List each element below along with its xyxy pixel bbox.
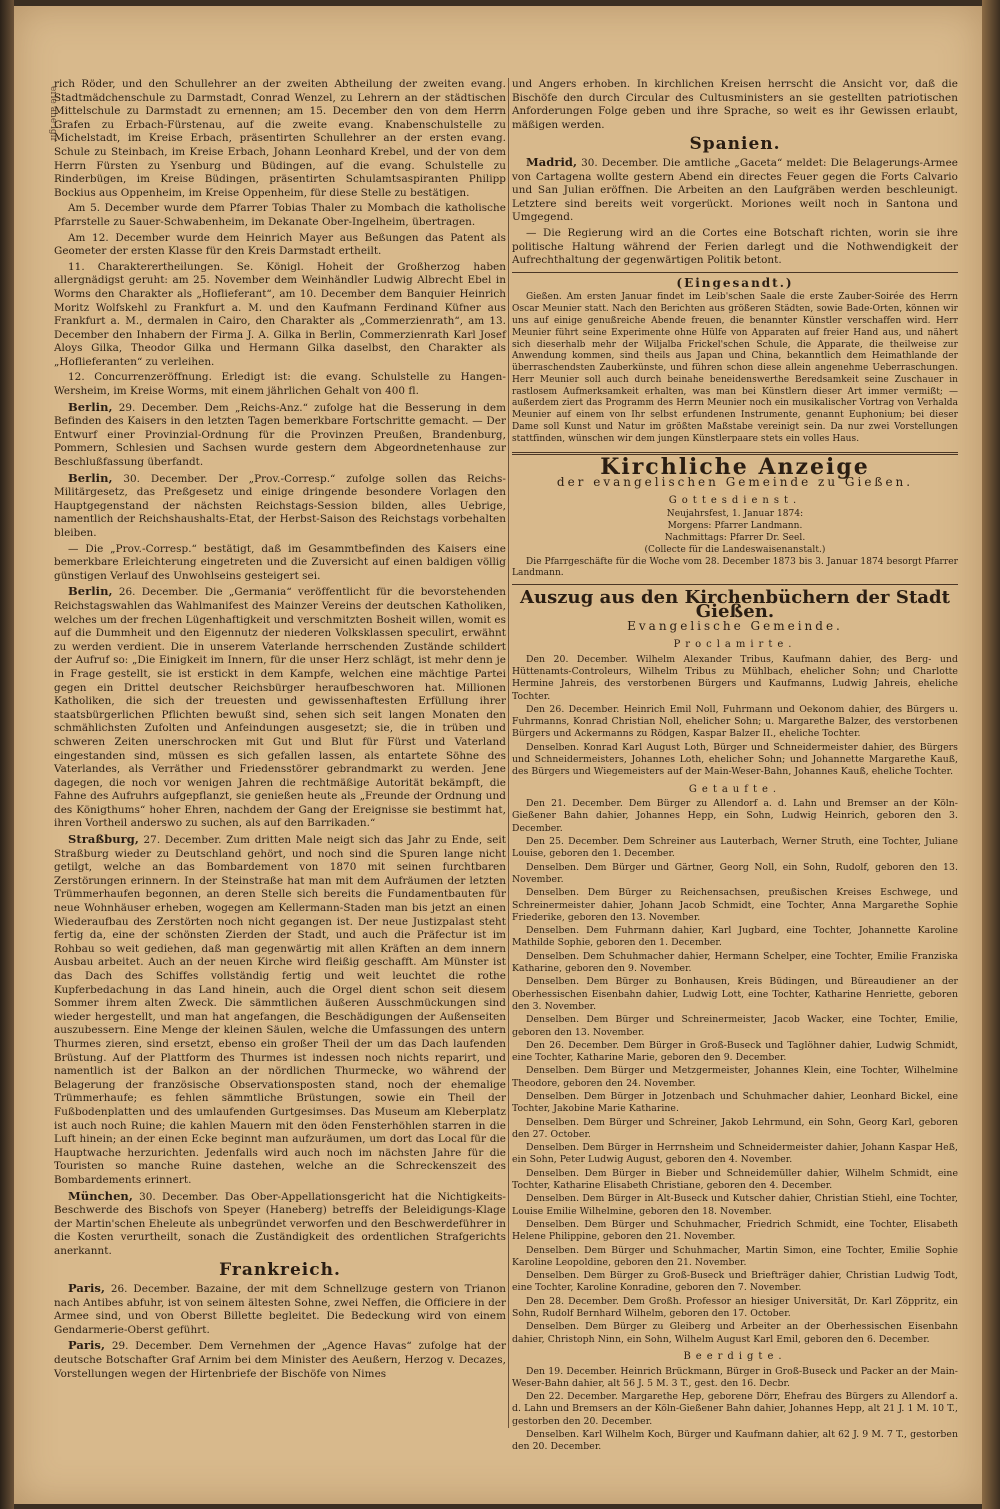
eingesandt-title: (Eingesandt.) [676, 275, 794, 290]
section-title-frankreich: Frankreich. [219, 1260, 341, 1281]
morning-service: Morgens: Pfarrer Landmann. [667, 521, 803, 532]
register-entry: Den 26. December. Dem Bürger in Groß-Buseck und Taglöhner dahier, Ludwig Schmidt, eine Tochter, Katharine Marie, geboren den 9. December. [512, 1039, 958, 1064]
divider [512, 584, 958, 585]
register-entry: Denselben. Dem Bürger und Gärtner, Georg Noll, ein Sohn, Rudolf, geboren den 13. November. [512, 861, 958, 885]
dateline: Berlin, [68, 470, 113, 485]
register-entry: Denselben. Dem Bürger und Schuhmacher, Friedrich Schmidt, eine Tochter, Elisabeth Helene Philippine, geboren den 21. November. [512, 1218, 958, 1243]
news-text: 26. December. Die „Germania“ veröffentlicht für die bevorstehenden Reichstagswahlen das Wahlmanifest des Mainzer Vereins der deutschen Katholiken, welches um der frechen Lügenhaftigkeit und verschmitzten Bosheit willen, womit es auf die Dummheit und den Eigennutz der niederen Volksklassen speculirt, erwähnt zu werden verdient. Die in unserem Vaterlande herrschenden Zustände schildert der Aufruf so: „Die Einigkeit im Innern, für die unser Herz schlägt, ist mehr denn je in Frage gestellt, sie ist erstickt in dem Kampfe, welchen eine mächtige Partei gegen ein Drittel deutscher Reichsbürger heraufbeschworen hat. Millionen Katholiken, die sich der treuesten und gewissenhaftesten Erfüllung ihrer staatsbürgerlichen Pflichten bewußt sind, sehen sich seit langen Monaten den schmählichsten Zufolten und Anfeindungen ausgesetzt; sie, die in trüben und schweren Zeiten unerschrocken mit Gut und Blut für Fürst und Vaterland eingestanden sind, müssen es sich gefallen lassen, als entartete Söhne des Vaterlandes, als Verräther und Friedensstörer gebrandmarkt zu werden. Jene dagegen, die noch vor wenigen Jahren die rechtmäßige Autorität bekämpft, die Fahne des Aufruhrs aufgepflanzt, sie genießen heute als „Freunde der Ordnung und des Königthums“ hoher Ehren, nachdem der Gang der Ereignisse sie bestimmt hat, ihren Vortheil anderswo zu suchen, als auf den Barrikaden.“ [54, 586, 506, 830]
paragraph: — Die „Prov.-Corresp.“ bestätigt, daß im Gesammtbefinden des Kaisers eine bemerkbare Erleichterung eingetreten und die Zuversicht auf einen baldigen völlig günstigen Verlauf des Unwohlseins gesteigert sei. [54, 542, 506, 582]
register-entry: Den 22. December. Margarethe Hep, geborene Dörr, Ehefrau des Bürgers zu Allendorf a. d. Lahn und Bremsers an der Köln-Gießener Bahn dahier, Johannes Hepp, alt 21 J. 1 M. 10 T., gestorben den 20. December. [512, 1391, 958, 1427]
dateline: Straßburg, [68, 832, 139, 847]
paragraph: Am 12. December wurde dem Heinrich Mayer aus Beßungen das Patent als Geometer der ersten Klasse für den Kreis Darmstadt ertheilt. [54, 231, 506, 258]
news-text: 27. December. Zum dritten Male neigt sich das Jahr zu Ende, seit Straßburg wieder zu Deutschland gehört, und noch sind die Spuren lange nicht getilgt, welche an das Bombardement von 1870 mit seinen furchtbaren Zerstörungen erinnern. In der Steinstraße hat man mit dem Aufräumen der letzten Trümmerhaufen begonnen, an deren Stelle sich bereits die Fundamentbauten für neue Wohnhäuser erheben, wogegen am Kellermann-Staden man bis jetzt an einen Wiederaufbau des Zerstörten noch nicht gegangen ist. Der neue Justizpalast steht fertig da, eine der schönsten Zierden der Stadt, und auch die Präfectur ist im Rohbau so weit gediehen, daß man gegenwärtig mit allen Kräften an dem innern Ausbau arbeitet. Auch an der neuen Kirche wird fleißig geschafft. Am Münster ist das Dach des Schiffes vollständig fertig und weit leuchtet die rothe Kupferbedachung in das Land hinein, auch die Orgel dient schon seit diesem Sommer ihrem alten Zweck. Die sämmtlichen äußeren Ausschmückungen sind wieder hergestellt, und man hat angefangen, die Beschädigungen der Außenseiten auszubessern. Eine Menge der kleinen Säulen, welche die Umfassungen des untern Thurmes zieren, sind ersetzt, ebenso ein großer Theil der um das Dach laufenden Brüstung. Auf der Plattform des Thurmes ist indessen noch nichts reparirt, und namentlich ist der Balkon an der nördlichen Thurmecke, wo während der Belagerung der französische Observationsposten stand, noch der ehemalige Trümmerhaufe; es fehlen sämmtliche Brüstungen, sowie ein Theil der Fußbodenplatten und des umlaufenden Gurtgesimses. Das Museum am Kleberplatz ist auch noch Ruine; die kahlen Mauern mit den öden Fensterhöhlen starren in die Luft hinein; an der einen Ecke beginnt man aufzuräumen, um dort das Local für die Hauptwache herzurichten. Jedenfalls wird auch noch im nächsten Jahre für die Touristen so manche Ruine dastehen, welche an die Schreckenszeit des Bombardements erinnert. [54, 834, 506, 1186]
register-entry: Denselben. Karl Wilhelm Koch, Bürger und Kaufmann dahier, alt 62 J. 9 M. 7 T., gestorben den 20. December. [512, 1429, 958, 1453]
register-entry: Denselben. Dem Bürger zu Reichensachsen, preußischen Kreises Eschwege, und Schreinermeister dahier, Johann Jacob Schmidt, eine Tochter, Anna Margarethe Sophie Friederike, geboren den 13. November. [512, 887, 958, 923]
margin-fragments: erle ahe lgir [48, 86, 58, 142]
beerdigte-heading: Beerdigte. [683, 1350, 787, 1362]
register-entry: Denselben. Dem Bürger in Herrnsheim und Schneidermeister dahier, Johann Kaspar Heß, ein Sohn, Peter Ludwig August, geboren den 4. November. [512, 1142, 958, 1166]
afternoon-service: Nachmittags: Pfarrer Dr. Seel. [664, 533, 806, 544]
neujahr-line: Neujahrsfest, 1. Januar 1874: [666, 509, 804, 520]
getaufte-heading: Getaufte. [688, 783, 782, 795]
proclamirte-heading: Proclamirte. [673, 639, 797, 651]
paragraph: rich Röder, und den Schullehrer an der zweiten Abtheilung der zweiten evang. Stadtmädchenschule zu Darmstadt, Conrad Wenzel, zu Lehrern an der städtischen Mittelschule zu Darmstadt zu ernennen; am 15. December den von dem Herrn Grafen zu Erbach-Fürstenau, auf die zweite evang. Knabenschulstelle zu Michelstadt, im Kreise Erbach, präsentirten Schullehrer an der ersten evang. Schule zu Steinbach, im Kreise Erbach, Johann Leonhard Krebel, und der von dem Herrn Fürsten zu Ysenburg und Büdingen, auf die evang. Schulstelle zu Rinderbügen, im Kreise Büdingen, präsentirten Schulamtsaspiranten Philipp Bockius aus Oppenheim, im Kreise Oppenheim, für diese Stelle zu bestätigen. [54, 78, 506, 199]
register-entry: Denselben. Dem Bürger und Metzgermeister, Johannes Klein, eine Tochter, Wilhelmine Theodore, geboren den 24. November. [512, 1065, 958, 1089]
pfarrgeschaefte-note: Die Pfarrgeschäfte für die Woche vom 28. December 1873 bis 3. Januar 1874 besorgt Pfarrer Landmann. [512, 556, 958, 579]
news-item-madrid [512, 156, 958, 225]
register-entry: Den 28. December. Dem Großh. Professor an hiesiger Universität, Dr. Karl Zöppritz, ein Sohn, Rudolf Bernhard Wilhelm, geboren den 17. October. [512, 1295, 958, 1320]
register-entry: Denselben. Dem Bürger in Bieber und Schneidemüller dahier, Wilhelm Schmidt, eine Tochter, Katharine Elisabeth Christiane, geboren den 4. December. [512, 1167, 958, 1192]
news-text: 30. December. Der „Prov.-Corresp.“ zufolge sollen das Reichs-Militärgesetz, das Preßgesetz und einige dringende besondere Vorlagen den Hauptgegenstand der nächsten Reichstags-Session bilden, alles Uebrige, namentlich der Reichshaushalts-Etat, der Herbst-Saison des Reichstags vorbehalten bleiben. [54, 472, 506, 539]
beerdigte-list [512, 1366, 958, 1454]
register-entry: Denselben. Dem Bürger und Schuhmacher, Martin Simon, eine Tochter, Emilie Sophie Karoline Leopoldine, geboren den 21. November. [512, 1244, 958, 1268]
register-entry: Denselben. Dem Bürger zu Gleiberg und Arbeiter an der Oberhessischen Eisenbahn dahier, Christoph Ninn, ein Sohn, Wilhelm August Karl Emil, geboren den 6. December. [512, 1321, 958, 1345]
register-entry: Denselben. Dem Bürger in Jotzenbach und Schuhmacher dahier, Leonhard Bickel, eine Tochter, Jakobine Marie Katharine. [512, 1091, 958, 1115]
proclamirte-list [512, 654, 958, 779]
register-entry: Den 20. December. Wilhelm Alexander Tribus, Kaufmann dahier, des Berg- und Hüttenamts-Controleurs, Wilhelm Tribus zu Mühlbach, ehelicher Sohn; und Charlotte Hermine Jahreis, des verstorbenen Bürgers und Kaufmanns, Ludwig Jahreis, eheliche Tochter. [512, 653, 958, 702]
divider [512, 272, 958, 273]
news-text: 26. December. Bazaine, der mit dem Schnellzuge gestern von Trianon nach Antibes abfuhr, ist von seinem ältesten Sohne, zwei Neffen, die Officiere in der Armee sind, und von Oberst Billette begleitet. Die Bedeckung wird von einem Gendarmerie-Oberst geführt. [54, 1283, 506, 1336]
auszug-subtitle: Evangelische Gemeinde. [627, 619, 843, 634]
register-entry: Den 25. December. Dem Schreiner aus Lauterbach, Werner Struth, eine Tochter, Juliane Louise, geboren den 1. December. [512, 836, 958, 860]
page-edge-left [0, 0, 14, 1509]
kirchliche-anzeige-title: Kirchliche Anzeige [600, 453, 870, 480]
auszug-title: Auszug aus den Kirchenbüchern der Stadt Gießen. [519, 587, 951, 622]
dateline: Madrid, [526, 154, 578, 169]
kirchliche-anzeige-subtitle: der evangelischen Gemeinde zu Gießen. [556, 475, 914, 490]
news-text: 29. December. Dem „Reichs-Anz.“ zufolge hat die Besserung in dem Befinden des Kaisers in den letzten Tagen bemerkbare Fortschritte gemacht. — Der Entwurf einer Provinzial-Ordnung für die Provinzen Preußen, Brandenburg, Pommern, Schlesien und Sachsen wurde gestern dem Abgeordnetenhause zur Beschlußfassung überfandt. [54, 401, 506, 469]
paragraph: und Angers erhoben. In kirchlichen Kreisen herrscht die Ansicht vor, daß die Bischöfe den durch Circular des Cultusministers an sie gestellten patriotischen Anforderungen Folge geben und ihre Sprache, so weit es ihr Gewissen erlaubt, mäßigen werden. [512, 78, 958, 131]
left-column [54, 78, 506, 1383]
dateline: Berlin, [68, 399, 113, 414]
register-entry: Den 21. December. Dem Bürger zu Allendorf a. d. Lahn und Bremser an der Köln-Gießener Bahn dahier, Johannes Hepp, ein Sohn, Ludwig Heinrich, geboren den 3. December. [512, 798, 958, 834]
register-entry: Denselben. Dem Schuhmacher dahier, Hermann Schelper, eine Tochter, Emilie Franziska Katharine, geboren den 9. November. [512, 950, 958, 975]
dateline: München, [68, 1188, 133, 1203]
news-item-berlin-1 [54, 401, 506, 470]
news-text: 29. December. Dem Vernehmen der „Agence Havas“ zufolge hat der deutsche Botschafter Graf Arnim bei dem Minister des Aeußern, Herzog v. Decazes, Vorstellungen wegen der Hirtenbriefe der Bischöfe von Nimes [54, 1340, 506, 1380]
register-entry: Denselben. Dem Bürger zu Bonhausen, Kreis Büdingen, und Büreaudiener an der Oberhessischen Eisenbahn dahier, Ludwig Lott, eine Tochter, Katharine Henriette, geboren den 3. November. [512, 976, 958, 1012]
register-entry: Denselben. Dem Bürger und Schreiner, Jakob Lehrmund, ein Sohn, Georg Karl, geboren den 27. October. [512, 1116, 958, 1140]
paragraph: — Die Regierung wird an die Cortes eine Botschaft richten, worin sie ihre politische Haltung während der Ferien darlegt und die Nothwendigkeit der Aufrechthaltung der gegenwärtigen Politik betont. [512, 226, 958, 267]
news-text: 30. December. Das Ober-Appellationsgericht hat die Nichtigkeits-Beschwerde des Bischofs von Speyer (Haneberg) betreffs der Beleidigungs-Klage der Martin'schen Eheleute als unbegründet verworfen und den Beschwerdeführer in die Kosten verurtheilt, sonach die Zuständigkeit des ordentlichen Strafgerichts anerkannt. [54, 1190, 506, 1257]
news-text: 30. December. Die amtliche „Gaceta“ meldet: Die Belagerungs-Armee von Cartagena wollte gestern Abend ein directes Feuer gegen die Forts Calvario und San Julian eröffnen. Die Arbeiten an den Laufgräben werden beschleunigt. Letztere sind bereits weit vorgerückt. Moriones weilt noch in Santona und Umgegend. [512, 156, 958, 224]
newspaper-page [14, 6, 982, 1504]
right-column [512, 78, 958, 1455]
paragraph: 12. Concurrenzeröffnung. Erledigt ist: die evang. Schulstelle zu Hangen-Wersheim, im Kreise Worms, mit einem jährlichen Gehalt von 400 fl. [54, 371, 506, 398]
news-item-strassburg [54, 833, 506, 1187]
register-entry: Denselben. Dem Bürger und Schreinermeister, Jacob Wacker, eine Tochter, Emilie, geboren den 13. November. [512, 1014, 958, 1038]
eingesandt-text: Gießen. Am ersten Januar findet im Leib'schen Saale die erste Zauber-Soirée des Herrn Oscar Meunier statt. Nach den Berichten aus größeren Städten, sowie Bade-Orten, können wir uns auf einige genußreiche Abende freuen, die benannter Künstler verschaffen wird. Herr Meunier führt seine Experimente ohne Hülfe von Apparaten auf freier Hand aus, und nähert sich dieserhalb mehr der Wiljalba Frickel'schen Schule, die Apparate, die theilweise zur Anwendung kommen, sind theils aus Japan und China, bekanntlich dem Heimathlande der überraschendsten Zauberkünste, und führen schon diese allein angenehme Ueberraschungen. Herr Meunier soll auch durch beinahe beneidenswerthe Beredsamkeit seine Zuschauer in rastlosem Aufmerksamkeit erhalten, was man bei Künstlern dieser Art immer vermißt; — außerdem ziert das Programm des Herrn Meunier noch ein musikalischer Vortrag von Verhalda Meunier auf einem von Ihr selbst erfundenen Instrumente, genannt Euphonium; bei dieser Dame soll Kunst und Natur im größten Maßstabe vereinigt sein. Da nur zwei Vorstellungen stattfinden, wünschen wir dem jungen Künstlerpaare stets ein volles Haus. [512, 292, 958, 444]
paragraph: 11. Charakterertheilungen. Se. Königl. Hoheit der Großherzog haben allergnädigst geruht: am 25. November dem Weinhändler Ludwig Albrecht Ebel in Worms den Charakter als „Hoflieferant“, am 10. December dem Banquier Heinrich Moritz Wolfskehl zu Frankfurt a. M. und den Kaufmann Ferdinand Küfner aus Frankfurt a. M., dermalen in Cairo, den Charakter als „Commerzienrath“, am 13. December den Inhabern der Firma J. A. Gilka in Berlin, Commerzienrath Karl Josef Aloys Gilka, Theodor Gilka und Hermann Gilka daselbst, den Charakter als „Hoflieferanten“ zu verleihen. [54, 260, 506, 368]
collecte-note: (Collecte für die Landeswaisenanstalt.) [644, 544, 826, 555]
page-edge-right [982, 0, 1000, 1509]
gottesdienst-heading: Gottesdienst. [668, 494, 802, 506]
register-entry: Den 26. December. Heinrich Emil Noll, Fuhrmann und Oekonom dahier, des Bürgers u. Fuhrmanns, Konrad Christian Noll, ehelicher Sohn; u. Margarethe Balzer, des verstorbenen Bürgers und Ackermanns zu Rödgen, Kaspar Balzer II., eheliche Tochter. [512, 703, 958, 740]
paragraph: Am 5. December wurde dem Pfarrer Tobias Thaler zu Mombach die katholische Pfarrstelle zu Sauer-Schwabenheim, im Dekanate Ober-Ingelheim, übertragen. [54, 202, 506, 228]
register-entry: Denselben. Konrad Karl August Loth, Bürger und Schneidermeister dahier, des Bürgers und Schneidermeisters, Johannes Loth, ehelicher Sohn; und Johannette Margarethe Kauß, des Bürgers und Wiegemeisters auf der Main-Weser-Bahn, Johannes Kauß, eheliche Tochter. [512, 741, 958, 778]
news-item-paris-2 [54, 1339, 506, 1381]
getaufte-list [512, 798, 958, 1346]
news-item-berlin-2 [54, 472, 506, 541]
dateline: Paris, [68, 1338, 105, 1353]
column-divider [508, 78, 509, 1428]
news-item-muenchen [54, 1190, 506, 1259]
dateline: Paris, [68, 1281, 105, 1296]
register-entry: Denselben. Dem Fuhrmann dahier, Karl Jugbard, eine Tochter, Johannette Karoline Mathilde Sophie, geboren den 1. December. [512, 925, 958, 949]
register-entry: Den 19. December. Heinrich Brückmann, Bürger in Groß-Buseck und Packer an der Main-Weser-Bahn dahier, alt 56 J. 5 M. 3 T., gest. den 16. Decbr. [512, 1365, 958, 1389]
register-entry: Denselben. Dem Bürger zu Groß-Buseck und Briefträger dahier, Christian Ludwig Todt, eine Tochter, Karoline Konradine, geboren den 7. November. [512, 1270, 958, 1294]
section-title-spanien: Spanien. [689, 134, 781, 155]
dateline: Berlin, [68, 584, 113, 599]
register-entry: Denselben. Dem Bürger in Alt-Buseck und Kutscher dahier, Christian Stiehl, eine Tochter, Louise Emilie Wilhelmine, geboren den 18. November. [512, 1193, 958, 1217]
news-item-berlin-3 [54, 585, 506, 831]
news-item-paris-1 [54, 1282, 506, 1337]
